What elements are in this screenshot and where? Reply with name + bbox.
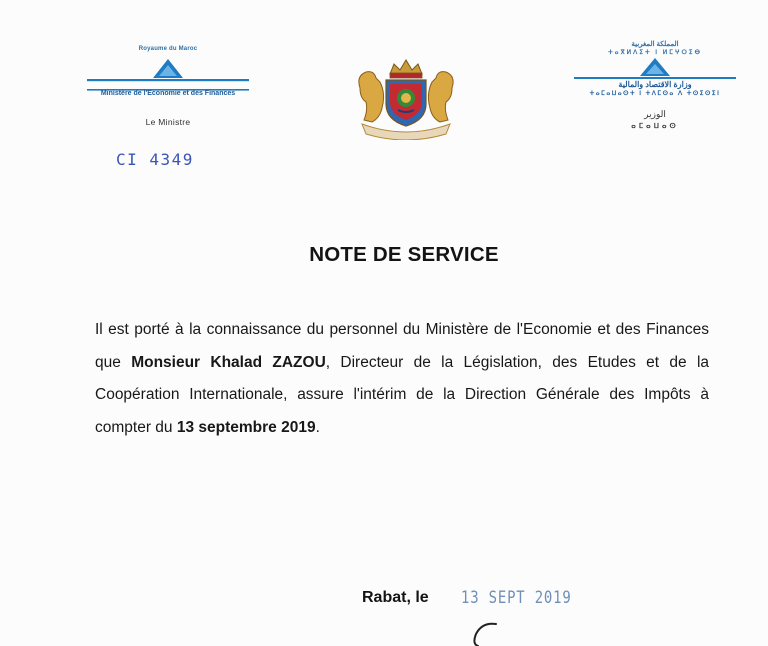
ministry-emblem-icon (83, 56, 253, 92)
kingdom-label-fr: Royaume du Maroc (138, 46, 198, 52)
effective-date: 13 septembre 2019 (176, 418, 316, 436)
reference-number: CI 4349 (116, 150, 194, 169)
ministry-label-ar: وزارة الاقتصاد والمالية (618, 80, 692, 89)
header-right (570, 40, 740, 130)
body-paragraph (95, 314, 709, 444)
body-text-part3: . (315, 418, 320, 436)
place-label: Rabat, le (362, 589, 429, 606)
ministry-label-tifinagh: ⵜⴰⵎⴰⵡⴰⵙⵜ ⵏ ⵜⴷⵎⵙⴰ ⴷ ⵜⵙⵉⵙⵉⵏ (589, 91, 721, 97)
header-left (78, 46, 258, 127)
body-text-part1: Il est porté à la connaissance du personnel du Ministère de l'Economie et des Finances que (95, 321, 709, 371)
minister-label-fr: Le Ministre (145, 117, 191, 127)
ministry-label-fr: Ministère de l'Economie et des Finances (100, 90, 236, 97)
signature-icon (462, 620, 522, 646)
document-title (0, 243, 768, 267)
date-stamp: 13 SEPT 2019 (461, 588, 572, 608)
appointee-name: Monsieur Khalad ZAZOU (131, 353, 326, 371)
body-text-part2: , Directeur de la Législation, des Etudes et de la Coopération Internationale, assure l'intérim de la Direction Générale des Impôts à compter du (95, 353, 710, 436)
coat-of-arms-icon (352, 58, 460, 140)
kingdom-label-tifinagh: ⵜⴰⴳⵍⴷⵉⵜ ⵏ ⵍⵎⵖⵔⵉⴱ (608, 50, 702, 56)
minister-label-tifinagh: ⴰⵎⴰⵡⴰⵙ (631, 123, 679, 130)
document-title-text: NOTE DE SERVICE (309, 243, 499, 266)
minister-label-ar: الوزير (644, 109, 666, 119)
kingdom-label-ar: المملكة المغربية (631, 41, 679, 48)
